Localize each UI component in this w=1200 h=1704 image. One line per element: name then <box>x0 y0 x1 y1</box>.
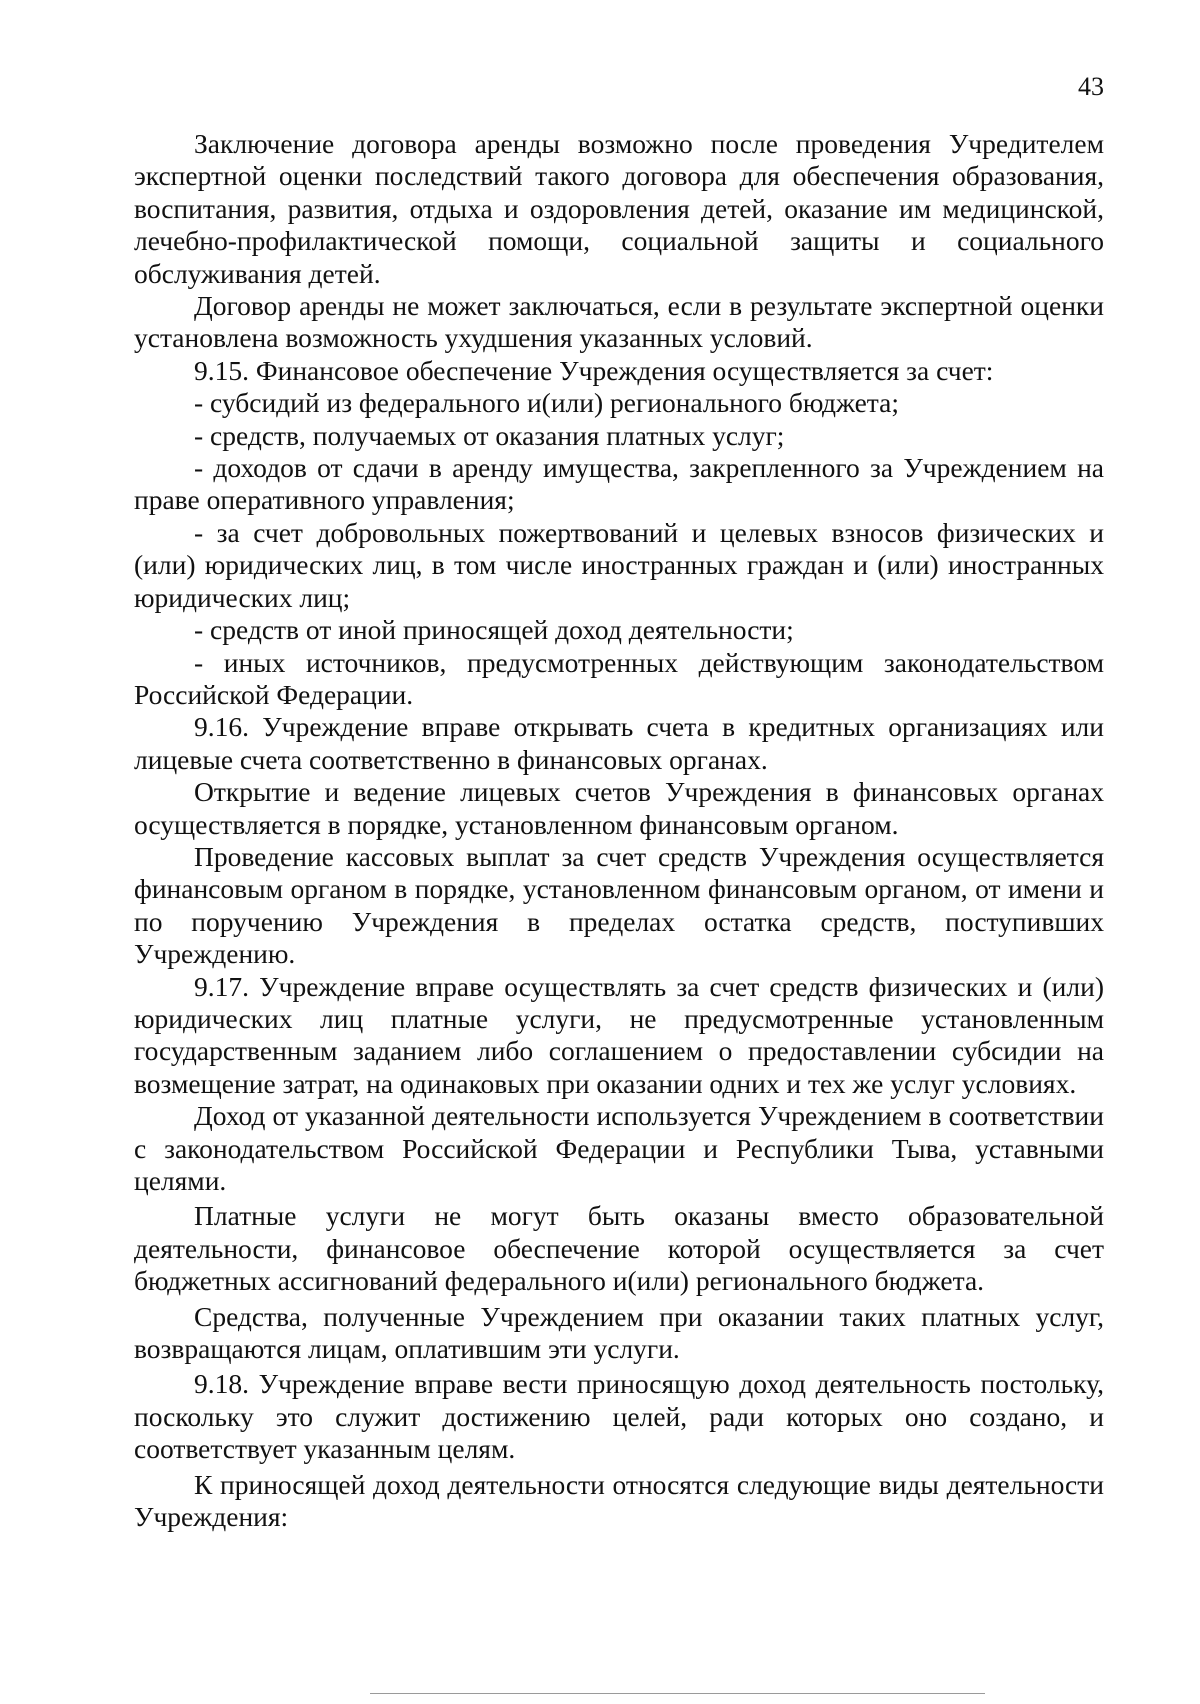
paragraph-cash-payments: Проведение кассовых выплат за счет средств Учреждения осуществляется финансовым органом в порядке, установленном финансовым органом, от имени и по поручению Учреждения в пределах остатка средств, поступивших Учреждению. <box>134 840 1104 970</box>
paragraph-activity-types: К приносящей доход деятельности относятся следующие виды деятельности Учреждения: <box>134 1468 1104 1533</box>
paragraph-lease-restriction: Договор аренды не может заключаться, если в результате экспертной оценки установлена возможность ухудшения указанных условий. <box>134 290 1104 354</box>
paragraph-paid-services-limit: Платные услуги не могут быть оказаны вместо образовательной деятельности, финансовое обеспечение которой осуществляется за счет бюджетных ассигнований федерального и(или) регионального бюджета. <box>134 1200 1104 1297</box>
list-item-rent-income: - доходов от сдачи в аренду имущества, закрепленного за Учреждением на праве оперативного управления; <box>134 452 1104 516</box>
list-item-subsidies: - субсидий из федерального и(или) регионального бюджета; <box>194 387 899 419</box>
paragraph-income-use: Доход от указанной деятельности используется Учреждением в соответствии с законодательством Российской Федерации и Республики Тыва, уставными целями. <box>134 1100 1104 1196</box>
paragraph-lease-expert-assessment: Заключение договора аренды возможно после проведения Учредителем экспертной оценки последствий такого договора для обеспечения образования, воспитания, развития, отдыха и оздоровления детей, оказание им медицинской, лечебно-профилактической помощи, социальной защиты и социального обслуживания детей. <box>134 128 1104 289</box>
paragraph-9-16-accounts: 9.16. Учреждение вправе открывать счета в кредитных организациях или лицевые счета соответственно в финансовых органах. <box>134 711 1104 775</box>
paragraph-personal-accounts: Открытие и ведение лицевых счетов Учреждения в финансовых органах осуществляется в порядке, установленном финансовым органом. <box>134 776 1104 840</box>
paragraph-9-17-paid-services: 9.17. Учреждение вправе осуществлять за счет средств физических и (или) юридических лиц платные услуги, не предусмотренные установленным государственным заданием либо соглашением о предоставлении субсидии на возмещение затрат, на одинаковых при оказании одних и тех же услуг условиях. <box>134 970 1104 1099</box>
list-item-paid-services: - средств, получаемых от оказания платных услуг; <box>194 419 785 451</box>
list-item-donations: - за счет добровольных пожертвований и целевых взносов физических и (или) юридических лиц, в том числе иностранных граждан и (или) иностранных юридических лиц; <box>134 516 1104 613</box>
page-number: 43 <box>1078 72 1104 101</box>
list-item-other-sources: - иных источников, предусмотренных действующим законодательством Российской Федерации. <box>134 646 1104 710</box>
paragraph-9-15-financing: 9.15. Финансовое обеспечение Учреждения осуществляется за счет: <box>194 354 994 386</box>
footer-divider <box>370 1693 985 1694</box>
paragraph-refund: Средства, полученные Учреждением при оказании таких платных услуг, возвращаются лицам, оплатившим эти услуги. <box>134 1300 1104 1365</box>
list-item-other-income: - средств от иной приносящей доход деятельности; <box>194 614 794 646</box>
paragraph-9-18-income-activity: 9.18. Учреждение вправе вести приносящую доход деятельность постольку, поскольку это служит достижению целей, ради которых оно создано, и соответствует указанным целям. <box>134 1368 1104 1465</box>
document-body <box>134 128 1104 1533</box>
